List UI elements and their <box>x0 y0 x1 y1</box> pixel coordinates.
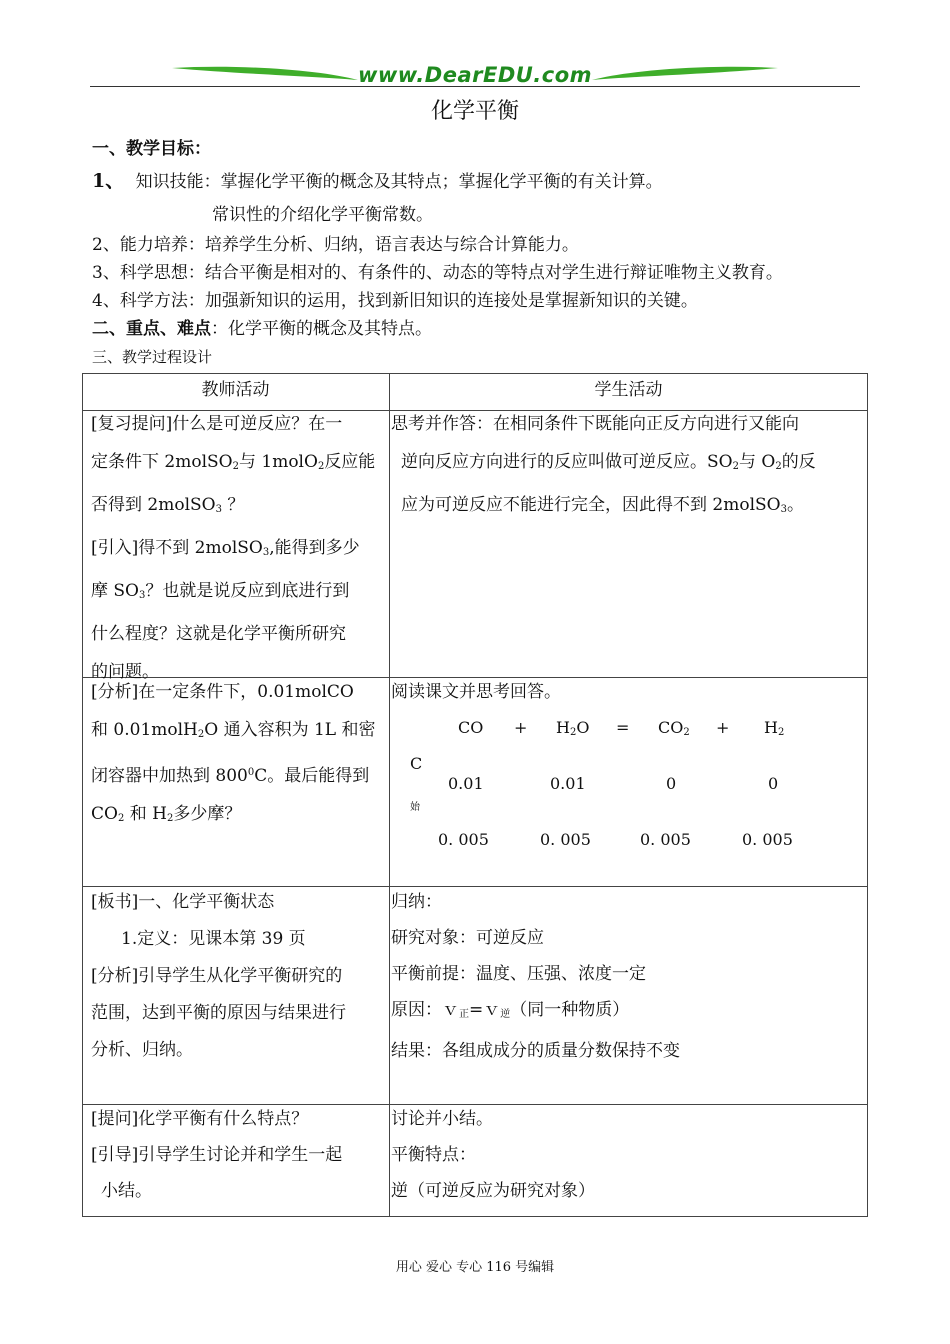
key-points <box>92 316 432 342</box>
row4-teacher-cell: [提问]化学平衡有什么特点？ [引导]引导学生讨论并和学生一起 小结。 <box>91 1109 343 1201</box>
objective-1-number: 1、 <box>92 170 125 192</box>
process-heading: 三、教学过程设计 <box>92 348 213 366</box>
objective-1 <box>92 168 663 195</box>
key-points-text: ：化学平衡的概念及其特点。 <box>211 319 432 339</box>
row1-teacher-cell: [复习提问]什么是可逆反应？在一 定条件下 2molSO$_2$与 1molO$_2$反应能 否得到 2molSO$_3$ ？ [引入]得不到 2molSO$_3$,能得到多少 摩 $SO_3$？也就是说反应到底进行到 什么程度？这就是化学平衡所研究 的问题。 <box>91 414 376 682</box>
row1-student-cell: 思考并作答：在相同条件下既能向正反方向进行又能向 逆向反应方向进行的反应叫做可逆反应。$SO_2$与 $O_2$的反 应为可逆反应不能进行完全，因此得不到 2molSO$_3$。 <box>391 414 816 515</box>
objective-3: 3、科学思想：结合平衡是相对的、有条件的、动态的等特点对学生进行辩证唯物主义教育。 <box>92 263 783 283</box>
key-points-label: 二、重点、难点 <box>92 319 211 339</box>
column-header-student: 学生活动 <box>594 380 663 400</box>
row2-student-intro: 阅读课文并思考回答。 <box>391 682 561 702</box>
row2-teacher-cell: [分析]在一定条件下，0.01molCO 和 0.01molH$_2$O 通入容积为 1L 和密 闭容器中加热到 $800^0C$。最后能得到 $CO_2$ 和 $H_2$多少摩？ <box>91 682 376 824</box>
row3-student-cell: 归纳： 研究对象：可逆反应 平衡前提：温度、压强、浓度一定 原因：ｖ$_正$=ｖ$_逆$（同一种物质） 结果：各组成成分的质量分数保持不变 <box>391 892 680 1061</box>
page-footer: 用心 爱心 专心 116 号编辑 <box>395 1260 555 1275</box>
column-header-teacher: 教师活动 <box>201 380 270 400</box>
header-divider <box>90 86 860 87</box>
objectives-heading: 一、教学目标： <box>92 139 211 159</box>
lesson-table: 教师活动 学生活动 [复习提问]什么是可逆反应？在一 定条件下 2molSO$_2$与 1molO$_2$反应能 否得到 2molSO$_3$ ？ [引入]得不到 2molSO$_3$,能得到多少 摩 $SO_3$？也就是说反应到底进行到 什么程度？这就是化学平衡所研究 的问题。 思考并作答：在相同条件下既能向正反方向进行又能向 逆向反应方向进行的反应叫做可逆反应。$SO_2$与 $O_2$的反 应为可逆反应不能进行完全，因此得不到 2molSO$_3$。 [分析]在一定条件下，0.01molCO 和 0.01molH$_2$O 通入容积为 1L 和密 闭容器中加热到 $800^0C$。最后能得到 $CO_2$ 和 $H_2$多少摩？ 阅读课文并思考回答。 CO + $H_2O$ = $CO_2$ + $H_2$ C 始 0.01 0.01 0 0 0. 005 0. 005 0. 005 0. 005 [板书]一、化学平衡状态 1.定义：见课本第 39 页 [分析]引导学生从化学平衡研究的 范围，达到平衡的原因与结果进行 分析、归纳。 归纳： 研究对象：可逆反应 平衡前提：温度、压强、浓度一定 原因：ｖ$_正$=ｖ$_逆$（同一种物质） 结果：各组成成分的质量分数保持不变 [提问]化学平衡有什么特点？ [引导]引导学生讨论并和学生一起 小结。 讨论并小结。 平衡特点： 逆（可逆反应为研究对象） <box>82 373 868 1217</box>
site-logo[interactable]: www.DearEDU.com <box>357 63 593 87</box>
objective-1-continued: 常识性的介绍化学平衡常数。 <box>212 205 433 225</box>
row3-teacher-cell: [板书]一、化学平衡状态 1.定义：见课本第 39 页 [分析]引导学生从化学平衡研究的 范围，达到平衡的原因与结果进行 分析、归纳。 <box>91 892 346 1060</box>
objective-4: 4、科学方法：加强新知识的运用，找到新旧知识的连接处是掌握新知识的关键。 <box>92 291 698 311</box>
site-header <box>90 62 860 92</box>
row4-student-cell: 讨论并小结。 平衡特点： 逆（可逆反应为研究对象） <box>391 1109 595 1201</box>
page-title: 化学平衡 <box>430 99 519 124</box>
objective-2: 2、能力培养：培养学生分析、归纳，语言表达与综合计算能力。 <box>92 235 579 255</box>
objective-1-text: 知识技能：掌握化学平衡的概念及其特点；掌握化学平衡的有关计算。 <box>135 172 663 192</box>
